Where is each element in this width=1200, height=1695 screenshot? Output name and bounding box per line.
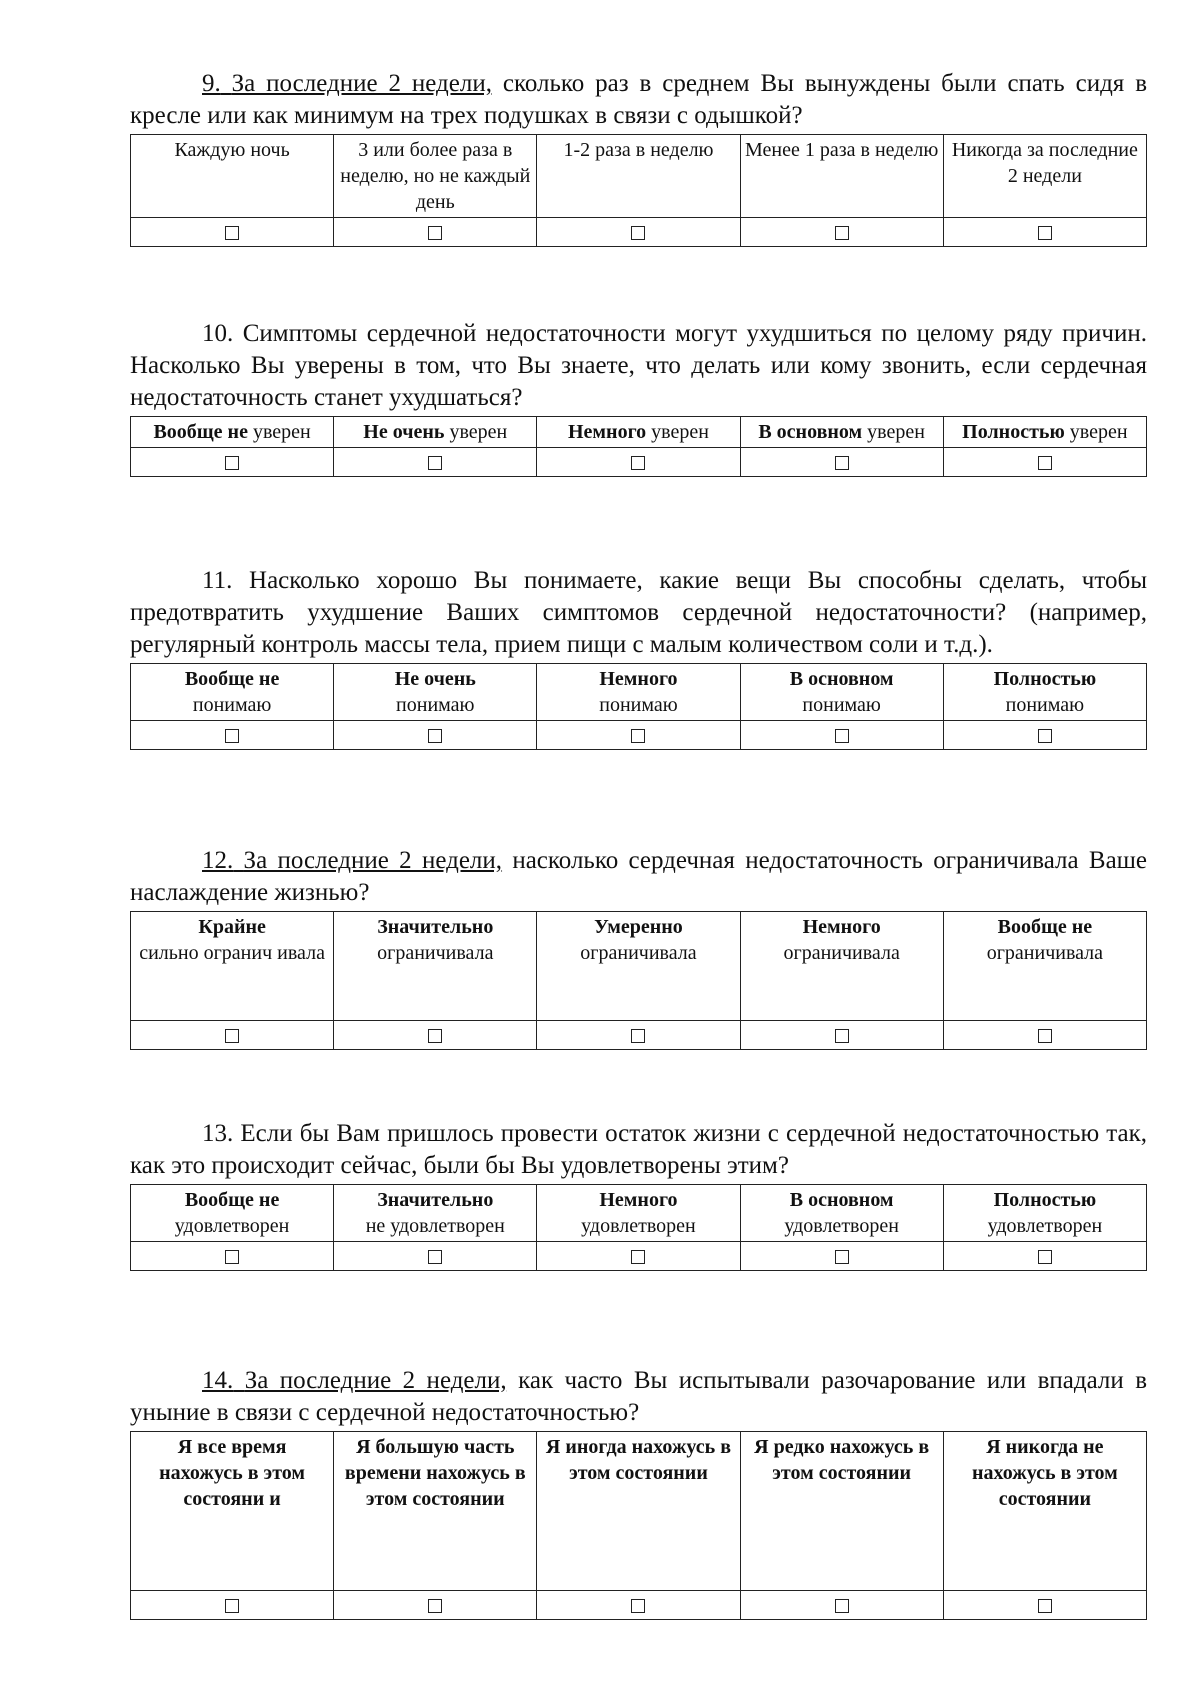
q11-option-label: Вообще не понимаю (131, 664, 334, 721)
q12-checkbox-cell (537, 1021, 740, 1050)
q9-checkbox-cell (334, 218, 537, 247)
q12-checkbox-cell (131, 1021, 334, 1050)
q13-option-5-checkbox[interactable] (1038, 1250, 1052, 1264)
q9-option-label: Менее 1 раза в неделю (740, 135, 943, 218)
question-14 (130, 1365, 1147, 1620)
question-10 (130, 318, 1147, 477)
q9-option-3-checkbox[interactable] (631, 226, 645, 240)
q13-option-label: Значительно не удовлетворен (334, 1185, 537, 1242)
q12-option-3-checkbox[interactable] (631, 1029, 645, 1043)
question-13-text: 13. Если бы Вам пришлось провести остаток жизни с сердечной недостаточностью так, как это происходит сейчас, были бы Вы удовлетворены этим? (130, 1120, 1147, 1179)
question-10-options (130, 416, 1147, 477)
q14-option-1-checkbox[interactable] (225, 1599, 239, 1613)
q10-option-2-checkbox[interactable] (428, 456, 442, 470)
q12-option-label: Крайне сильно огранич ивала (131, 912, 334, 1021)
q12-option-label: Умеренно ограничивала (537, 912, 740, 1021)
q14-option-label: Я большую часть времени нахожусь в этом состоянии (334, 1432, 537, 1591)
q9-option-1-checkbox[interactable] (225, 226, 239, 240)
q14-option-3-checkbox[interactable] (631, 1599, 645, 1613)
q9-option-label: 3 или более раза в неделю, но не каждый день (334, 135, 537, 218)
question-11-options (130, 663, 1147, 750)
question-9-lead: 9. За последние 2 недели, (202, 70, 492, 97)
q9-checkbox-cell (537, 218, 740, 247)
q14-option-label: Я никогда не нахожусь в этом состоянии (943, 1432, 1146, 1591)
q14-option-label: Я иногда нахожусь в этом состоянии (537, 1432, 740, 1591)
q10-checkbox-cell (943, 448, 1146, 477)
q11-option-label: Полностью понимаю (943, 664, 1146, 721)
q14-checkbox-cell (131, 1591, 334, 1620)
q12-option-4-checkbox[interactable] (835, 1029, 849, 1043)
q11-option-5-checkbox[interactable] (1038, 729, 1052, 743)
q10-checkbox-cell (334, 448, 537, 477)
q10-option-4-checkbox[interactable] (835, 456, 849, 470)
q14-option-label: Я все время нахожусь в этом состояни и (131, 1432, 334, 1591)
q9-option-2-checkbox[interactable] (428, 226, 442, 240)
q9-option-5-checkbox[interactable] (1038, 226, 1052, 240)
q9-checkbox-cell (943, 218, 1146, 247)
question-13-options (130, 1184, 1147, 1271)
question-14-lead: 14. За последние 2 недели, (202, 1367, 507, 1394)
q11-option-label: В основном понимаю (740, 664, 943, 721)
question-12-lead: 12. За последние 2 недели, (202, 847, 503, 874)
q10-option-3-checkbox[interactable] (631, 456, 645, 470)
question-10-text: 10. Симптомы сердечной недостаточности могут ухудшиться по целому ряду причин. Насколько Вы уверены в том, что Вы знаете, что делать или кому звонить, если сердечная недостаточность станет ухудшаться? (130, 320, 1147, 411)
question-9-text: 9. За последние 2 недели, сколько раз в среднем Вы вынуждены были спать сидя в кресле или как минимум на трех подушках в связи с одышкой? (130, 70, 1148, 129)
q13-option-label: Полностью удовлетворен (943, 1185, 1146, 1242)
q13-option-1-checkbox[interactable] (225, 1250, 239, 1264)
q11-checkbox-cell (537, 721, 740, 750)
question-14-text: 14. За последние 2 недели, как часто Вы испытывали разочарование или впадали в уныние в связи с сердечной недостаточностью? (130, 1367, 1148, 1426)
q10-checkbox-cell (740, 448, 943, 477)
q14-checkbox-cell (943, 1591, 1146, 1620)
q13-checkbox-cell (537, 1242, 740, 1271)
q13-checkbox-cell (740, 1242, 943, 1271)
q11-option-4-checkbox[interactable] (835, 729, 849, 743)
q11-option-2-checkbox[interactable] (428, 729, 442, 743)
q12-option-5-checkbox[interactable] (1038, 1029, 1052, 1043)
q10-checkbox-cell (131, 448, 334, 477)
q10-option-label: Вообще не уверен (131, 417, 334, 448)
q13-option-label: В основном удовлетворен (740, 1185, 943, 1242)
q9-checkbox-cell (740, 218, 943, 247)
q10-option-label: Немного уверен (537, 417, 740, 448)
q11-option-label: Немного понимаю (537, 664, 740, 721)
q9-option-label: 1-2 раза в неделю (537, 135, 740, 218)
q13-option-label: Немного удовлетворен (537, 1185, 740, 1242)
q11-option-1-checkbox[interactable] (225, 729, 239, 743)
q14-checkbox-cell (740, 1591, 943, 1620)
question-13 (130, 1118, 1147, 1271)
q9-option-4-checkbox[interactable] (835, 226, 849, 240)
question-14-options (130, 1431, 1147, 1620)
q12-option-label: Значительно ограничивала (334, 912, 537, 1021)
q12-checkbox-cell (740, 1021, 943, 1050)
q14-checkbox-cell (537, 1591, 740, 1620)
q14-option-2-checkbox[interactable] (428, 1599, 442, 1613)
q9-option-label: Каждую ночь (131, 135, 334, 218)
q13-option-2-checkbox[interactable] (428, 1250, 442, 1264)
q11-checkbox-cell (740, 721, 943, 750)
q13-option-label: Вообще не удовлетворен (131, 1185, 334, 1242)
q14-option-5-checkbox[interactable] (1038, 1599, 1052, 1613)
question-12 (130, 845, 1147, 1050)
q13-checkbox-cell (131, 1242, 334, 1271)
q14-option-4-checkbox[interactable] (835, 1599, 849, 1613)
q10-option-1-checkbox[interactable] (225, 456, 239, 470)
question-9 (130, 68, 1147, 247)
question-9-options (130, 134, 1147, 247)
question-12-text: 12. За последние 2 недели, насколько сердечная недостаточность ограничивала Ваше наслаждение жизнью? (130, 847, 1148, 906)
q12-option-label: Немного ограничивала (740, 912, 943, 1021)
q11-checkbox-cell (943, 721, 1146, 750)
q10-checkbox-cell (537, 448, 740, 477)
q13-option-4-checkbox[interactable] (835, 1250, 849, 1264)
q14-checkbox-cell (334, 1591, 537, 1620)
q13-option-3-checkbox[interactable] (631, 1250, 645, 1264)
question-11-text: 11. Насколько хорошо Вы понимаете, какие вещи Вы способны сделать, чтобы предотвратить ухудшение Ваших симптомов сердечной недостаточности? (например, регулярный контроль массы тела, прием пищи с малым количеством соли и т.д.). (130, 567, 1147, 658)
q12-option-label: Вообще не ограничивала (943, 912, 1146, 1021)
q10-option-5-checkbox[interactable] (1038, 456, 1052, 470)
q12-checkbox-cell (334, 1021, 537, 1050)
q13-checkbox-cell (943, 1242, 1146, 1271)
q9-checkbox-cell (131, 218, 334, 247)
q11-option-label: Не очень понимаю (334, 664, 537, 721)
q11-option-3-checkbox[interactable] (631, 729, 645, 743)
q11-checkbox-cell (131, 721, 334, 750)
question-12-options (130, 911, 1147, 1050)
question-11 (130, 565, 1147, 750)
q10-option-label: Не очень уверен (334, 417, 537, 448)
q12-option-1-checkbox[interactable] (225, 1029, 239, 1043)
q14-option-label: Я редко нахожусь в этом состоянии (740, 1432, 943, 1591)
q10-option-label: Полностью уверен (943, 417, 1146, 448)
q9-option-label: Никогда за последние 2 недели (943, 135, 1146, 218)
q12-checkbox-cell (943, 1021, 1146, 1050)
q11-checkbox-cell (334, 721, 537, 750)
q10-option-label: В основном уверен (740, 417, 943, 448)
q13-checkbox-cell (334, 1242, 537, 1271)
q12-option-2-checkbox[interactable] (428, 1029, 442, 1043)
